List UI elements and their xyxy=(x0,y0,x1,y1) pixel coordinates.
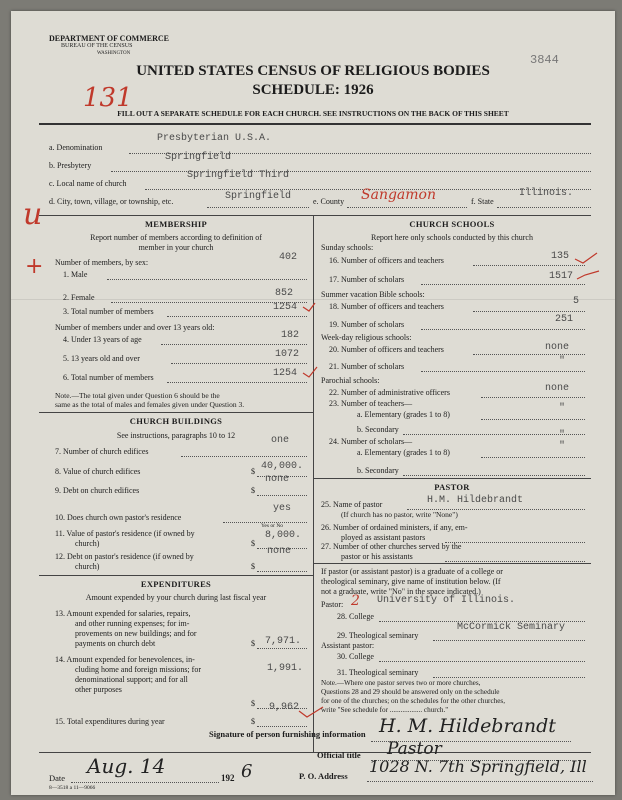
county-label: e. County xyxy=(313,197,345,206)
graduate-intro-2: theological seminary, give name of institution below. (If xyxy=(321,577,501,586)
residence-debt-value: none xyxy=(267,546,292,557)
margin-mark-plus: + xyxy=(25,254,44,279)
pastor-name-label: 25. Name of pastor xyxy=(321,500,383,509)
other-churches-label-1: 27. Number of other churches served by the xyxy=(321,542,462,551)
summer-teachers-line xyxy=(473,311,585,312)
owns-residence-value: yes xyxy=(273,503,292,514)
handwritten-number: 131 xyxy=(83,83,133,113)
pastor-sub-label: Pastor: xyxy=(321,600,344,609)
assistant-college-line xyxy=(379,661,585,662)
department: DEPARTMENT OF COMMERCE xyxy=(49,34,170,43)
residence-value-label-2: church) xyxy=(75,539,100,548)
edifice-value-amount: 40,000. xyxy=(261,461,304,472)
college-value: University of Illinois. xyxy=(377,595,516,606)
edifices-value: one xyxy=(271,435,290,446)
total-expenditures-dollar: $ xyxy=(251,717,255,726)
presbytery-value: Springfield xyxy=(165,152,232,163)
running-expenses-label-4: payments on church debt xyxy=(75,639,156,648)
city-line xyxy=(207,207,309,208)
yes-no-hint: Yes or No xyxy=(261,523,284,529)
benevolences-label-4: other purposes xyxy=(75,685,122,694)
bureau: BUREAU OF THE CENSUS xyxy=(61,43,133,49)
weekday-teachers-line xyxy=(473,354,585,355)
sunday-scholars-label: 17. Number of scholars xyxy=(329,275,405,284)
date-value: Aug. 14 xyxy=(87,754,166,778)
pastor-name-value: H.M. Hildebrandt xyxy=(427,495,524,506)
under13-value: 182 xyxy=(281,330,300,341)
pastor-red-mark: 2 xyxy=(351,593,360,609)
scholars-value: " xyxy=(559,430,566,441)
total-members-line xyxy=(167,316,307,317)
edifice-debt-value: none xyxy=(265,474,290,485)
county-value: Sangamon xyxy=(361,187,436,203)
po-address-line xyxy=(367,781,593,782)
expenditures-intro: Amount expended by your church during last fiscal year xyxy=(85,593,267,602)
total-members-6-label: 6. Total number of members xyxy=(63,373,154,382)
state-value: Illinois. xyxy=(519,188,574,199)
scholars-secondary-label: b. Secondary xyxy=(357,466,399,475)
schools-title: CHURCH SCHOOLS xyxy=(409,219,495,229)
signature-label: Signature of person furnishing information xyxy=(209,729,366,739)
benevolences-amount: 1,991. xyxy=(267,663,304,674)
presbytery-line xyxy=(111,171,591,172)
under13-line xyxy=(161,344,307,345)
edifices-label: 7. Number of church edifices xyxy=(55,447,149,456)
membership-intro-1: Report number of members according to definition of xyxy=(90,233,262,242)
form-title: UNITED STATES CENSUS OF RELIGIOUS BODIES xyxy=(136,63,490,79)
church-name-value: Springfield Third xyxy=(187,170,290,181)
over13-value: 1072 xyxy=(275,349,300,360)
edifice-value-label: 8. Value of church edifices xyxy=(55,467,141,476)
sunday-heading: Sunday schools: xyxy=(321,243,374,252)
date-label: Date xyxy=(49,773,66,783)
scholars-elementary-label: a. Elementary (grades 1 to 8) xyxy=(357,448,450,457)
male-line xyxy=(107,279,307,280)
sunday-teachers-value: 135 xyxy=(551,251,570,262)
age-heading: Number of members under and over 13 years old: xyxy=(55,323,215,332)
presbytery-label: b. Presbytery xyxy=(49,161,92,170)
date-line xyxy=(71,782,219,783)
state-line xyxy=(497,207,591,208)
other-churches-line xyxy=(445,561,585,562)
residence-value-label-1: 11. Value of pastor's residence (if owned by xyxy=(55,529,195,538)
membership-title: MEMBERSHIP xyxy=(144,219,208,229)
running-expenses-label-3: provements on new buildings; and for xyxy=(75,629,197,638)
over13-label: 5. 13 years old and over xyxy=(63,354,140,363)
year-digit: 6 xyxy=(241,761,253,782)
expenditures-title: EXPENDITURES xyxy=(140,579,212,589)
weekday-teachers-value: none xyxy=(545,342,570,353)
instructions-line: FILL OUT A SEPARATE SCHEDULE FOR EACH CHURCH. SEE INSTRUCTIONS ON THE BACK OF THIS SHEET xyxy=(117,109,509,118)
membership-intro-2: member in your church xyxy=(138,243,214,252)
college-label: 28. College xyxy=(337,612,374,621)
residence-debt-dollar: $ xyxy=(251,562,255,571)
city-value: Springfield xyxy=(225,191,292,202)
seminary-value: McCormick Seminary xyxy=(457,622,566,633)
benevolences-dollar: $ xyxy=(251,699,255,708)
graduate-intro-3: not a graduate, write "No" in the space indicated.) xyxy=(321,587,481,596)
parochial-heading: Parochial schools: xyxy=(321,376,380,385)
residence-dollar: $ xyxy=(251,539,255,548)
graduate-intro-1: If pastor (or assistant pastor) is a graduate of a college or xyxy=(321,567,503,576)
seminary-label: 29. Theological seminary xyxy=(337,631,419,640)
buildings-rule xyxy=(39,412,313,413)
denomination-value: Presbyterian U.S.A. xyxy=(157,133,272,144)
admin-officers-label: 22. Number of administrative officers xyxy=(329,388,450,397)
male-label: 1. Male xyxy=(63,270,88,279)
census-form-sheet xyxy=(11,11,615,795)
official-title-value: Pastor xyxy=(387,739,442,759)
under13-label: 4. Under 13 years of age xyxy=(63,335,142,344)
scholars-secondary-line xyxy=(403,475,585,476)
official-title-label: Official title xyxy=(317,750,361,760)
weekday-scholars-value: " xyxy=(559,356,566,367)
residence-debt-label-1: 12. Debt on pastor's residence (if owned by xyxy=(55,552,194,561)
running-expenses-line xyxy=(257,648,307,649)
summer-teachers-label: 18. Number of officers and teachers xyxy=(329,302,444,311)
pastor-note-1: Note.—Where one pastor serves two or more churches, xyxy=(321,679,481,687)
total-members-label: 3. Total number of members xyxy=(63,307,154,316)
stamp-number: 3844 xyxy=(530,53,559,67)
running-expenses-amount: 7,971. xyxy=(265,636,302,647)
benevolences-label-1: 14. Amount expended for benevolences, in- xyxy=(55,655,195,664)
assistant-pastor-label: Assistant pastor: xyxy=(321,641,375,650)
pastor-title: PASTOR xyxy=(434,482,470,492)
edifice-debt-dollar: $ xyxy=(251,486,255,495)
teachers-secondary-label: b. Secondary xyxy=(357,425,399,434)
pastor-note-3: for one of the churches; on the schedules for the other churches, xyxy=(321,697,506,705)
total-members-6-value: 1254 xyxy=(273,368,298,379)
denomination-label: a. Denomination xyxy=(49,143,103,152)
pastor-rule xyxy=(313,478,591,479)
pastor-note-2: Questions 28 and 29 should be answered only on the schedule xyxy=(321,688,500,696)
summer-scholars-label: 19. Number of scholars xyxy=(329,320,405,329)
year-prefix: 192 xyxy=(221,773,235,783)
over13-line xyxy=(171,363,307,364)
sunday-scholars-value: 1517 xyxy=(549,271,574,282)
weekday-heading: Week-day religious schools: xyxy=(321,333,412,342)
running-expenses-dollar: $ xyxy=(251,639,255,648)
teachers-heading: 23. Number of teachers— xyxy=(329,399,413,408)
section-top-rule xyxy=(39,215,591,216)
by-sex-value: 402 xyxy=(279,252,298,263)
church-name-label: c. Local name of church xyxy=(49,179,127,188)
state-label: f. State xyxy=(471,197,494,206)
pastor-note-4: write "See schedule for .................. church." xyxy=(321,706,449,714)
summer-scholars-value: 251 xyxy=(555,314,574,325)
pastor-name-note: (If church has no pastor, write "None") xyxy=(341,510,458,519)
assistant-ministers-label-2: ployed as assistant pastors xyxy=(341,533,426,542)
weekday-scholars-line xyxy=(421,371,585,372)
county-line xyxy=(347,207,467,208)
edifices-line xyxy=(181,456,307,457)
membership-note-2: same as the total of males and females given under Question 3. xyxy=(55,400,245,409)
margin-mark-u: u xyxy=(23,197,43,232)
female-value: 852 xyxy=(275,288,294,299)
assistant-ministers-label-1: 26. Number of ordained ministers, if any, em- xyxy=(321,523,468,532)
header-rule xyxy=(39,123,591,125)
female-label: 2. Female xyxy=(63,293,95,302)
by-sex-label: Number of members, by sex: xyxy=(55,258,149,267)
assistant-seminary-line xyxy=(433,677,585,678)
total-members-value: 1254 xyxy=(273,302,298,313)
city-label: d. City, town, village, or township, etc. xyxy=(49,197,174,206)
buildings-intro: See instructions, paragraphs 10 to 12 xyxy=(116,431,236,440)
bureau-city: WASHINGTON xyxy=(97,51,131,56)
residence-debt-label-2: church) xyxy=(75,562,100,571)
other-churches-label-2: pastor or his assistants xyxy=(341,552,413,561)
sunday-teachers-line xyxy=(473,265,585,266)
owns-residence-label: 10. Does church own pastor's residence xyxy=(55,513,182,522)
assistant-college-label: 30. College xyxy=(337,652,374,661)
benevolences-label-3: denominational support; and for all xyxy=(75,675,188,684)
teachers-elementary-label: a. Elementary (grades 1 to 8) xyxy=(357,410,450,419)
weekday-scholars-label: 21. Number of scholars xyxy=(329,362,405,371)
form-number: 8—3518 a 11—9066 xyxy=(49,785,96,791)
seminary-line xyxy=(433,640,585,641)
teachers-elementary-value: " xyxy=(559,403,566,414)
red-check-schools xyxy=(573,249,607,289)
sunday-teachers-label: 16. Number of officers and teachers xyxy=(329,256,444,265)
membership-note-1: Note.—The total given under Question 6 should be the xyxy=(55,391,220,400)
running-expenses-label-2: and other running expenses; for im- xyxy=(75,619,190,628)
schedule-title: SCHEDULE: 1926 xyxy=(252,82,374,98)
graduate-rule xyxy=(313,563,591,564)
total-expenditures-line xyxy=(257,726,307,727)
summer-heading: Summer vacation Bible schools: xyxy=(321,290,425,299)
edifice-debt-label: 9. Debt on church edifices xyxy=(55,486,140,495)
teachers-secondary-line xyxy=(403,434,585,435)
residence-value-amount: 8,000. xyxy=(265,530,302,541)
expenditures-rule xyxy=(39,575,313,576)
edifice-debt-line xyxy=(257,495,307,496)
footer-rule xyxy=(39,752,591,753)
total-expenditures-label: 15. Total expenditures during year xyxy=(55,717,165,726)
running-expenses-label-1: 13. Amount expended for salaries, repairs, xyxy=(55,609,191,618)
scholars-elementary-value: " xyxy=(559,441,566,452)
admin-officers-value: none xyxy=(545,383,570,394)
sunday-scholars-line xyxy=(421,284,585,285)
weekday-teachers-label: 20. Number of officers and teachers xyxy=(329,345,444,354)
residence-debt-line xyxy=(257,571,307,572)
assistant-seminary-label: 31. Theological seminary xyxy=(337,668,419,677)
benevolences-label-2: cluding home and foreign missions; for xyxy=(75,665,201,674)
po-address-value: 1028 N. 7th Springfield, Ill xyxy=(369,757,587,776)
summer-scholars-line xyxy=(421,329,585,330)
scholars-heading: 24. Number of scholars— xyxy=(329,437,413,446)
edifice-dollar: $ xyxy=(251,467,255,476)
signature-value: H. M. Hildebrandt xyxy=(379,715,556,737)
scholars-elementary-line xyxy=(481,457,585,458)
total-members-6-line xyxy=(167,382,307,383)
po-address-label: P. O. Address xyxy=(299,771,348,781)
buildings-title: CHURCH BUILDINGS xyxy=(129,416,223,426)
total-expenditures-amount: 9,962 xyxy=(269,702,300,713)
teachers-elementary-line xyxy=(481,419,585,420)
summer-teachers-value: 5 xyxy=(573,296,580,307)
assistant-ministers-line xyxy=(445,542,585,543)
admin-officers-line xyxy=(481,397,585,398)
schools-intro: Report here only schools conducted by this church xyxy=(371,233,533,242)
